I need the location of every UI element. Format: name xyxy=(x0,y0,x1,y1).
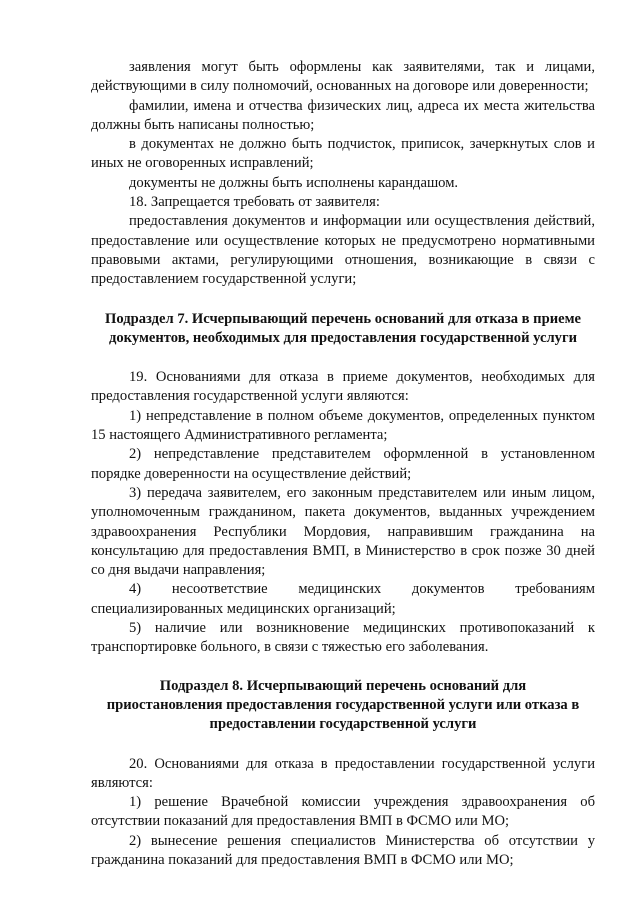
paragraph-no-erasures: в документах не должно быть подчисток, приписок, зачеркнутых слов и иных не оговоренных исправлений; xyxy=(91,136,595,172)
heading-subsection-7: Подраздел 7. Исчерпывающий перечень оснований для отказа в приеме документов, необходимых для предоставления государственной услуги xyxy=(105,310,581,346)
paragraph-19-intro: 19. Основаниями для отказа в приеме документов, необходимых для предоставления государственной услуги являются: xyxy=(91,369,595,405)
paragraph-no-pencil: документы не должны быть исполнены карандашом. xyxy=(129,174,459,191)
paragraph-18-intro: 18. Запрещается требовать от заявителя: xyxy=(129,194,380,211)
paragraph-full-names: фамилии, имена и отчества физических лиц, адреса их места жительства должны быть написаны полностью; xyxy=(91,97,595,133)
paragraph-20-intro: 20. Основаниями для отказа в предоставлении государственной услуги являются: xyxy=(91,755,595,791)
paragraph-19-item-4: 4) несоответствие медицинских документов требованиям специализированных медицинских организаций; xyxy=(91,581,595,617)
paragraph-18-item: предоставления документов и информации или осуществления действий, предоставление или осуществление которых не предусмотрено нормативными правовыми актами, регулирующими отношения, возникающие в связи с предоставлением государственной услуги; xyxy=(91,213,595,288)
paragraph-20-item-1: 1) решение Врачебной комиссии учреждения здравоохранения об отсутствии показаний для предоставления ВМП в ФСМО или МО; xyxy=(91,794,595,830)
paragraph-applications-format: заявления могут быть оформлены как заявителями, так и лицами, действующими в силу полномочий, основанных на договоре или доверенности; xyxy=(91,59,595,95)
heading-subsection-8: Подраздел 8. Исчерпывающий перечень оснований для приостановления предоставления государственной услуги или отказа в предоставлении государственной услуги xyxy=(106,677,580,733)
paragraph-20-item-2: 2) вынесение решения специалистов Министерства об отсутствии у гражданина показаний для предоставления ВМП в ФСМО или МО; xyxy=(91,832,595,868)
paragraph-19-item-1: 1) непредставление в полном объеме документов, определенных пунктом 15 настоящего Административного регламента; xyxy=(91,407,595,444)
document-page xyxy=(91,58,595,870)
paragraph-19-item-3: 3) передача заявителем, его законным представителем или иным лицом, уполномоченным гражданином, пакета документов, выданных учреждением здравоохранения Республики Мордовия, направившим гражданина на консультацию для предоставления ВМП, в Министерство в срок позже 30 дней со дня выдачи направления; xyxy=(91,484,595,579)
paragraph-19-item-5: 5) наличие или возникновение медицинских противопоказаний к транспортировке больного, в связи с тяжестью его заболевания. xyxy=(91,620,595,656)
paragraph-19-item-2: 2) непредставление представителем оформленной в установленном порядке доверенности на осуществление действий; xyxy=(91,446,595,482)
